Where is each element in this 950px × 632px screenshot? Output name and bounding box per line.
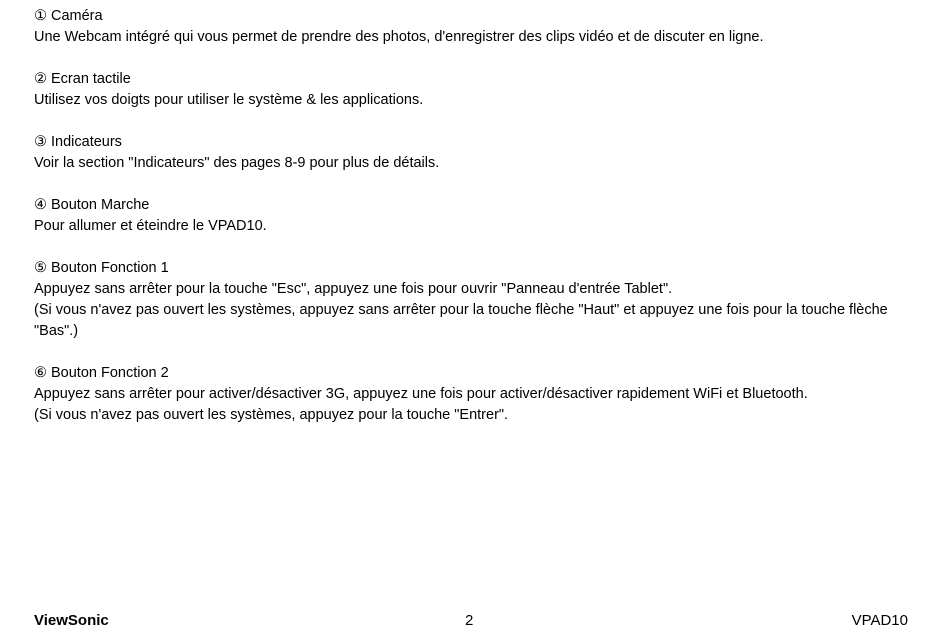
section-title: Indicateurs: [51, 134, 122, 150]
section-function-button-2: [34, 363, 914, 426]
footer-brand: ViewSonic: [34, 612, 109, 629]
section-heading: [34, 69, 914, 90]
section-number: ②: [34, 71, 47, 87]
section-text: (Si vous n'avez pas ouvert les systèmes, appuyez sans arrêter pour la touche flèche "Haut" et appuyez une fois pour la touche flèche "Bas".): [34, 302, 888, 339]
section-number: ⑥: [34, 365, 47, 381]
section-text: Appuyez sans arrêter pour la touche "Esc", appuyez une fois pour ouvrir "Panneau d'entrée Tablet".: [34, 281, 673, 297]
section-number: ④: [34, 197, 47, 213]
section-text: Pour allumer et éteindre le VPAD10.: [34, 218, 267, 234]
page-footer: [34, 610, 908, 632]
section-indicators: [34, 132, 914, 174]
section-function-button-1: [34, 258, 914, 342]
page-number: 2: [465, 612, 474, 629]
section-number: ①: [34, 8, 47, 24]
section-title: Bouton Fonction 2: [51, 365, 169, 381]
document-body: [34, 6, 914, 447]
section-text: Une Webcam intégré qui vous permet de prendre des photos, d'enregistrer des clips vidéo et de discuter en ligne.: [34, 29, 764, 45]
section-camera: [34, 6, 914, 48]
section-text: (Si vous n'avez pas ouvert les systèmes, appuyez pour la touche "Entrer".: [34, 407, 509, 423]
section-title: Caméra: [51, 8, 103, 24]
section-title: Bouton Marche: [51, 197, 150, 213]
section-number: ③: [34, 134, 47, 150]
section-heading: [34, 258, 914, 279]
section-title: Ecran tactile: [51, 71, 131, 87]
section-heading: [34, 132, 914, 153]
footer-model: VPAD10: [851, 612, 908, 629]
section-title: Bouton Fonction 1: [51, 260, 169, 276]
section-text: Voir la section "Indicateurs" des pages 8-9 pour plus de détails.: [34, 155, 440, 171]
section-heading: [34, 6, 914, 27]
section-touchscreen: [34, 69, 914, 111]
section-heading: [34, 363, 914, 384]
section-text: Utilisez vos doigts pour utiliser le système & les applications.: [34, 92, 424, 108]
section-power-button: [34, 195, 914, 237]
section-text: Appuyez sans arrêter pour activer/désactiver 3G, appuyez une fois pour activer/désactiver rapidement WiFi et Bluetooth.: [34, 386, 808, 402]
section-number: ⑤: [34, 260, 47, 276]
section-heading: [34, 195, 914, 216]
